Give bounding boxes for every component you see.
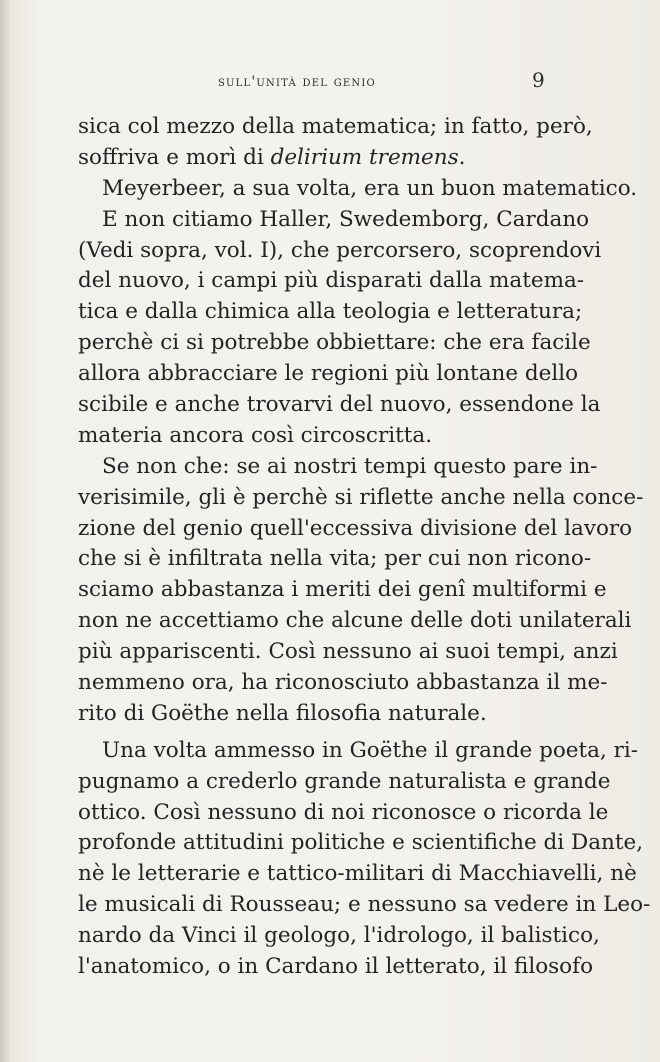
text-line: perchè ci si potrebbe obbiettare: che era facile: [78, 330, 591, 356]
text-line: che si è infiltrata nella vita; per cui non ricono-: [78, 546, 592, 572]
text-line: profonde attitudini politiche e scientifiche di Dante,: [78, 830, 644, 856]
text-line: sica col mezzo della matematica; in fatto, però,: [78, 114, 593, 139]
text-line: nardo da Vinci il geologo, l'idrologo, il balistico,: [78, 923, 600, 949]
text-line: tica e dalla chimica alla teologia e letteratura;: [78, 299, 583, 325]
page-number: 9: [532, 68, 545, 92]
text-fragment: soffriva e morì di: [78, 144, 271, 170]
text-line: del nuovo, i campi più disparati dalla matema-: [78, 268, 585, 294]
text-line: rito di Goëthe nella filosofia naturale.: [78, 700, 487, 726]
running-title: sull'unità del genio: [218, 74, 376, 90]
text-line: l'anatomico, o in Cardano il letterato, il filosofo: [78, 954, 594, 980]
text-line: Una volta ammesso in Goëthe il grande poeta, ri-: [102, 737, 639, 763]
text-line: zione del genio quell'eccessiva divisione del lavoro: [78, 515, 633, 541]
text-line: le musicali di Rousseau; e nessuno sa vedere in Leo-: [78, 892, 651, 918]
body-text: [78, 112, 651, 983]
text-line: sciamo abbastanza i meriti dei genî multiformi e: [78, 577, 607, 603]
text-line: verisimile, gli è perchè si riflette anche nella conce-: [78, 484, 644, 510]
text-line: Meyerbeer, a sua volta, era un buon matematico.: [102, 175, 638, 201]
text-line: (Vedi sopra, vol. I), che percorsero, scoprendovi: [78, 237, 602, 263]
text-line: Se non che: se ai nostri tempi questo pare in-: [102, 453, 598, 479]
text-line: allora abbracciare le regioni più lontane dello: [78, 361, 579, 387]
italic-term: delirium tremens: [270, 144, 459, 170]
text-fragment: .: [458, 144, 466, 170]
running-head: [0, 66, 660, 96]
text-line: ottico. Così nessuno di noi riconosce o ricorda le: [78, 799, 609, 825]
text-line: E non citiamo Haller, Swedemborg, Cardano: [102, 206, 590, 232]
page-binding-edge: [0, 0, 10, 1062]
text-line: più appariscenti. Così nessuno ai suoi tempi, anzi: [78, 639, 618, 665]
text-line: nemmeno ora, ha riconosciuto abbastanza il me-: [78, 670, 608, 696]
text-line: non ne accettiamo che alcune delle doti unilaterali: [78, 608, 632, 634]
text-line: nè le letterarie e tattico-militari di Macchiavelli, nè: [78, 861, 637, 887]
text-line: [78, 143, 560, 174]
text-line: materia ancora così circoscritta.: [78, 422, 433, 448]
text-line: pugnamo a crederlo grande naturalista e grande: [78, 768, 611, 794]
text-line: scibile e anche trovarvi del nuovo, essendone la: [78, 392, 601, 418]
